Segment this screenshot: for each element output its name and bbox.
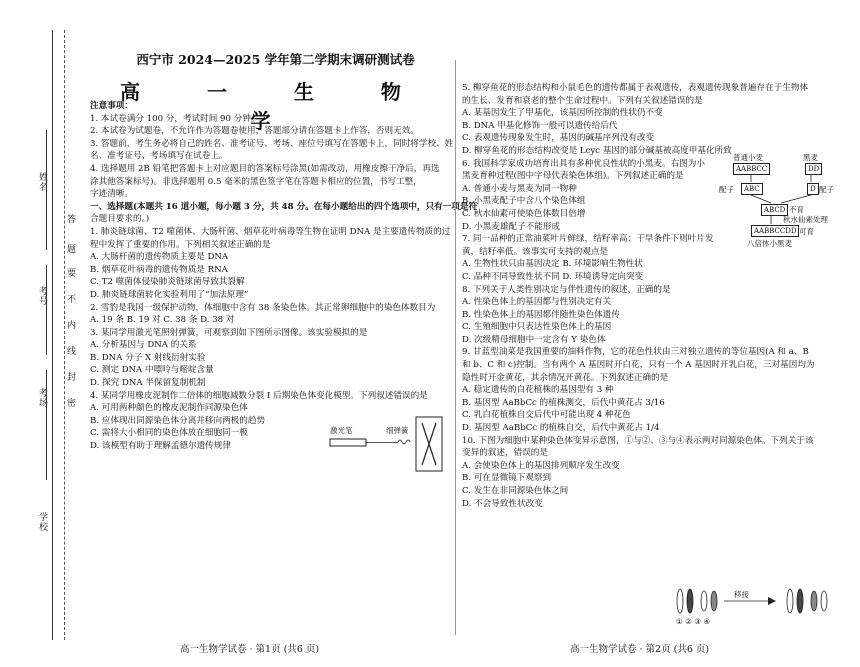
option: A. 可用两种颜色的橡皮泥制作同源染色体	[90, 403, 248, 414]
footer-page-2: 高一生物学试卷 · 第2页 (共6 页)	[570, 644, 710, 655]
option: D. 基因型 AaBbCc 的植株自交，后代中黄花占 1/4	[462, 423, 660, 434]
exam-title: 西宁市 2024—2025 学年第二学期末调研测试卷	[136, 52, 415, 67]
laser-label: 激光笔	[330, 426, 353, 435]
translocation-diagram	[668, 585, 848, 633]
option: D. 肺炎链球菌转化实验利用了“加法原理”	[90, 289, 249, 300]
question-4: 4. 某同学用橡皮泥制作二倍体的细胞减数分裂 I 后期染色体变化模型。下列叙述错误的是	[90, 390, 428, 401]
octoploid-box: AABBCCDD	[751, 225, 799, 237]
option: D. 不会导致性状改变	[462, 498, 543, 509]
option: A. 分析基因与 DNA 的关系	[90, 340, 197, 351]
question-5: 5. 柳穿鱼花的形态结构和小鼠毛色的遗传都属于表观遗传，表观遗传现象普遍存在于生物体	[462, 83, 809, 93]
rye-label: 黑麦	[803, 153, 818, 162]
text-line: 和 b、C 和 c)控制。当有两个 A 基因时开白花，只有一个 A 基因时开乳白花，三对基因均为	[462, 360, 815, 371]
question-6: 6. 我国科学家成功培育出具有多种优良性状的小黑麦。右图为小	[462, 158, 705, 169]
room-label: 考场	[37, 388, 47, 408]
option: B. 烟草花叶病毒的遗传物质是 RNA	[90, 264, 228, 275]
text-line: 2. 本试卷为试题卷，不允许作为答题卷使用，答题部分请在答题卡上作答，否则无效。	[90, 126, 419, 137]
section-heading: 一、选择题(本题共 16 道小题，每小题 3 分，共 48 分。在每小题给出的四个选项中，只有一项是符	[90, 201, 478, 212]
text-line: 的生长、发育和衰老的整个生命过程中。下列有关叙述错误的是	[462, 95, 703, 106]
left-column	[90, 100, 478, 453]
gamete-label: 配子	[719, 185, 734, 194]
text-line: 4. 选择题用 2B 铅笔把答题卡上对应题目的答案标号涂黑(如需改动，用橡皮擦干净后，再选	[90, 163, 440, 174]
binding-line	[52, 30, 53, 640]
rye-gamete-box: D	[807, 183, 819, 195]
option: A. 普通小麦与黑麦为同一物种	[462, 183, 577, 194]
option: C. 生殖细胞中只表达性染色体上的基因	[462, 322, 612, 333]
question-7: 7. 同一品种的正常油菜叶片鲜绿，结籽率高；干旱条件下则叶片发	[462, 234, 714, 245]
footer-page-1: 高一生物学试卷 · 第1页 (共6 页)	[180, 644, 320, 655]
seal-char: 封	[67, 373, 77, 383]
seal-dash-line	[64, 30, 65, 640]
text-line: 黑麦育种过程(图中字母代表染色体组)。下列叙述正确的是	[462, 171, 684, 182]
question-9: 9. 甘蓝型油菜是我国重要的油料作物，它的花色性状由三对独立遗传的等位基因(A 和 a、B	[462, 347, 809, 358]
question-1: 1. 肺炎链球菌、T2 噬菌体、大肠杆菌、烟草花叶病毒等生物在证明 DNA 是主要遗传物质的过	[90, 226, 451, 237]
option: B. DNA 分子 X 射线衍射实验	[90, 352, 206, 363]
subject-title: 高 一 生 物 学	[120, 80, 431, 133]
notice-heading: 注意事项：	[90, 101, 133, 111]
number-underline	[46, 265, 47, 355]
option: C. 测定 DNA 中嘌呤与嘧啶含量	[90, 365, 214, 376]
text-line: 黄，结籽率低。该事实可支持的观点是	[462, 246, 609, 257]
name-label: 姓名	[37, 172, 47, 192]
text-line: 3. 答题前，考生务必将自己的姓名、准考证号、考场、座位号填写在答题卡上，同时将学校、姓	[90, 138, 454, 149]
option: D. 小黑麦雄配子不能形成	[462, 221, 560, 232]
option: B. 可在显微镜下观察到	[462, 473, 552, 484]
option: C. 发生在非同源染色体之间	[462, 486, 569, 496]
question-2: 2. 雪豹是我国一级保护动物，体细胞中含有 38 条染色体。其正常卵细胞中的染色体数目为	[90, 302, 436, 313]
page-divider	[455, 60, 456, 635]
wheat-gamete-box: ABC	[741, 183, 763, 195]
laser-spring-figure	[328, 415, 446, 475]
spring-label: 细弹簧	[386, 426, 409, 435]
number-label: 考号	[37, 286, 47, 306]
option: D. 柳穿鱼花的形态结构改变是 Lcyc 基因的部分碱基被高度甲基化所致	[462, 145, 732, 156]
binding-strip	[0, 0, 98, 667]
fertile-label: 可育	[799, 227, 814, 236]
seal-char: 内	[67, 321, 77, 331]
room-underline	[46, 370, 47, 480]
option: B. 应体现出同源染色体分离并移向两极的趋势	[90, 415, 266, 426]
text-line: 合题目要求的。)	[90, 214, 150, 225]
text-line: 变异的叙述，错误的是	[462, 448, 548, 459]
wheat-genome-box: AABBCC	[733, 163, 770, 175]
option: C. T2 噬菌体侵染肺炎链球菌导致其裂解	[90, 277, 245, 288]
rye-genome-box: DD	[805, 163, 822, 175]
seal-char: 题	[67, 245, 77, 255]
hybrid-box: ABCD	[761, 204, 788, 216]
option: A. 大肠杆菌的遗传物质主要是 DNA	[90, 252, 229, 263]
gamete-label: 配子	[819, 185, 834, 194]
text-line: 程中发挥了重要的作用。下列相关叙述正确的是	[90, 239, 271, 250]
option: A. 会使染色体上的基因排列顺序发生改变	[462, 460, 620, 471]
name-underline	[46, 130, 47, 250]
option: D. 该模型有助于理解孟德尔遗传规律	[90, 441, 231, 452]
text-line: 1. 本试卷满分 100 分，考试时间 90 分钟。	[90, 113, 260, 124]
option: A. 性染色体上的基因都与性别决定有关	[462, 297, 612, 308]
school-label: 学校	[37, 512, 47, 532]
option: B. 基因型 AaBbCc 的植株测交，后代中黄花占 3/16	[462, 397, 665, 408]
option: C. 秋水仙素可使染色体数目倍增	[462, 208, 586, 219]
option: C. 乳白花植株自交后代中可能出现 4 种花色	[462, 410, 631, 421]
question-10: 10. 下图为细胞中某种染色体变异示意图，①与②、③与④表示两对同源染色体。下列关于该	[462, 435, 814, 446]
seal-char: 线	[67, 347, 77, 357]
options-row: A. 19 条 B. 19 对 C. 38 条 D. 38 对	[90, 315, 235, 326]
seal-char: 不	[67, 295, 77, 305]
question-8: 8. 下列关于人类性别决定与伴性遗传的叙述，正确的是	[462, 284, 671, 295]
option: C. 需将大小相同的染色体放在细胞同一极	[90, 428, 248, 439]
option: A. 某基因发生了甲基化，该基因所控制的性状仍不变	[462, 108, 663, 119]
option: D. 次级精母细胞中一定含有 Y 染色体	[462, 334, 606, 345]
option: B. 性染色体上的基因都伴随性染色体遗传	[462, 309, 620, 320]
text-line: 名、准考证号、考场填写在试卷上。	[90, 151, 228, 162]
seal-char: 答	[67, 215, 77, 225]
octoploid-name-label: 八倍体小黑麦	[747, 239, 792, 248]
options-row: A. 生物性状只由基因决定 B. 环境影响生物性状	[462, 259, 643, 270]
right-column	[462, 82, 852, 510]
seal-char: 密	[67, 399, 77, 409]
text-line: 隐性时开金黄花，其余情况开黄花。下列叙述正确的是	[462, 372, 669, 383]
options-row: C. 品种不同导致性状不同 D. 环境诱导定向突变	[462, 271, 644, 282]
option: C. 表观遗传现象发生时，基因的碱基序列没有改变	[462, 133, 655, 144]
chromosome-numbers: ① ② ③ ④	[676, 617, 711, 626]
breeding-arrows	[725, 152, 845, 252]
option: B. DNA 甲基化修饰一般可以遗传给后代	[462, 120, 618, 131]
wheat-label: 普通小麦	[733, 153, 763, 162]
option: D. 探究 DNA 半保留复制机制	[90, 378, 206, 389]
colchicine-label: 秋水仙素处理	[783, 215, 828, 224]
translocation-label: 移接	[734, 590, 749, 599]
question-3: 3. 某同学用激光笔照射弹簧，可观察到如下图所示图像。该实验模拟的是	[90, 327, 368, 338]
breeding-diagram	[719, 152, 845, 252]
option: A. 稳定遗传的白花植株的基因型有 3 种	[462, 385, 614, 396]
option: B. 小黑麦配子中含八个染色体组	[462, 196, 586, 207]
seal-char: 要	[67, 269, 77, 279]
text-line: 涂其他答案标号)。非选择题用 0.5 毫米的黑色签字笔在答题卡相应的位置，书写工整，	[90, 176, 422, 187]
text-line: 字迹清晰。	[90, 189, 133, 200]
sterile-label: 不育	[789, 205, 804, 214]
